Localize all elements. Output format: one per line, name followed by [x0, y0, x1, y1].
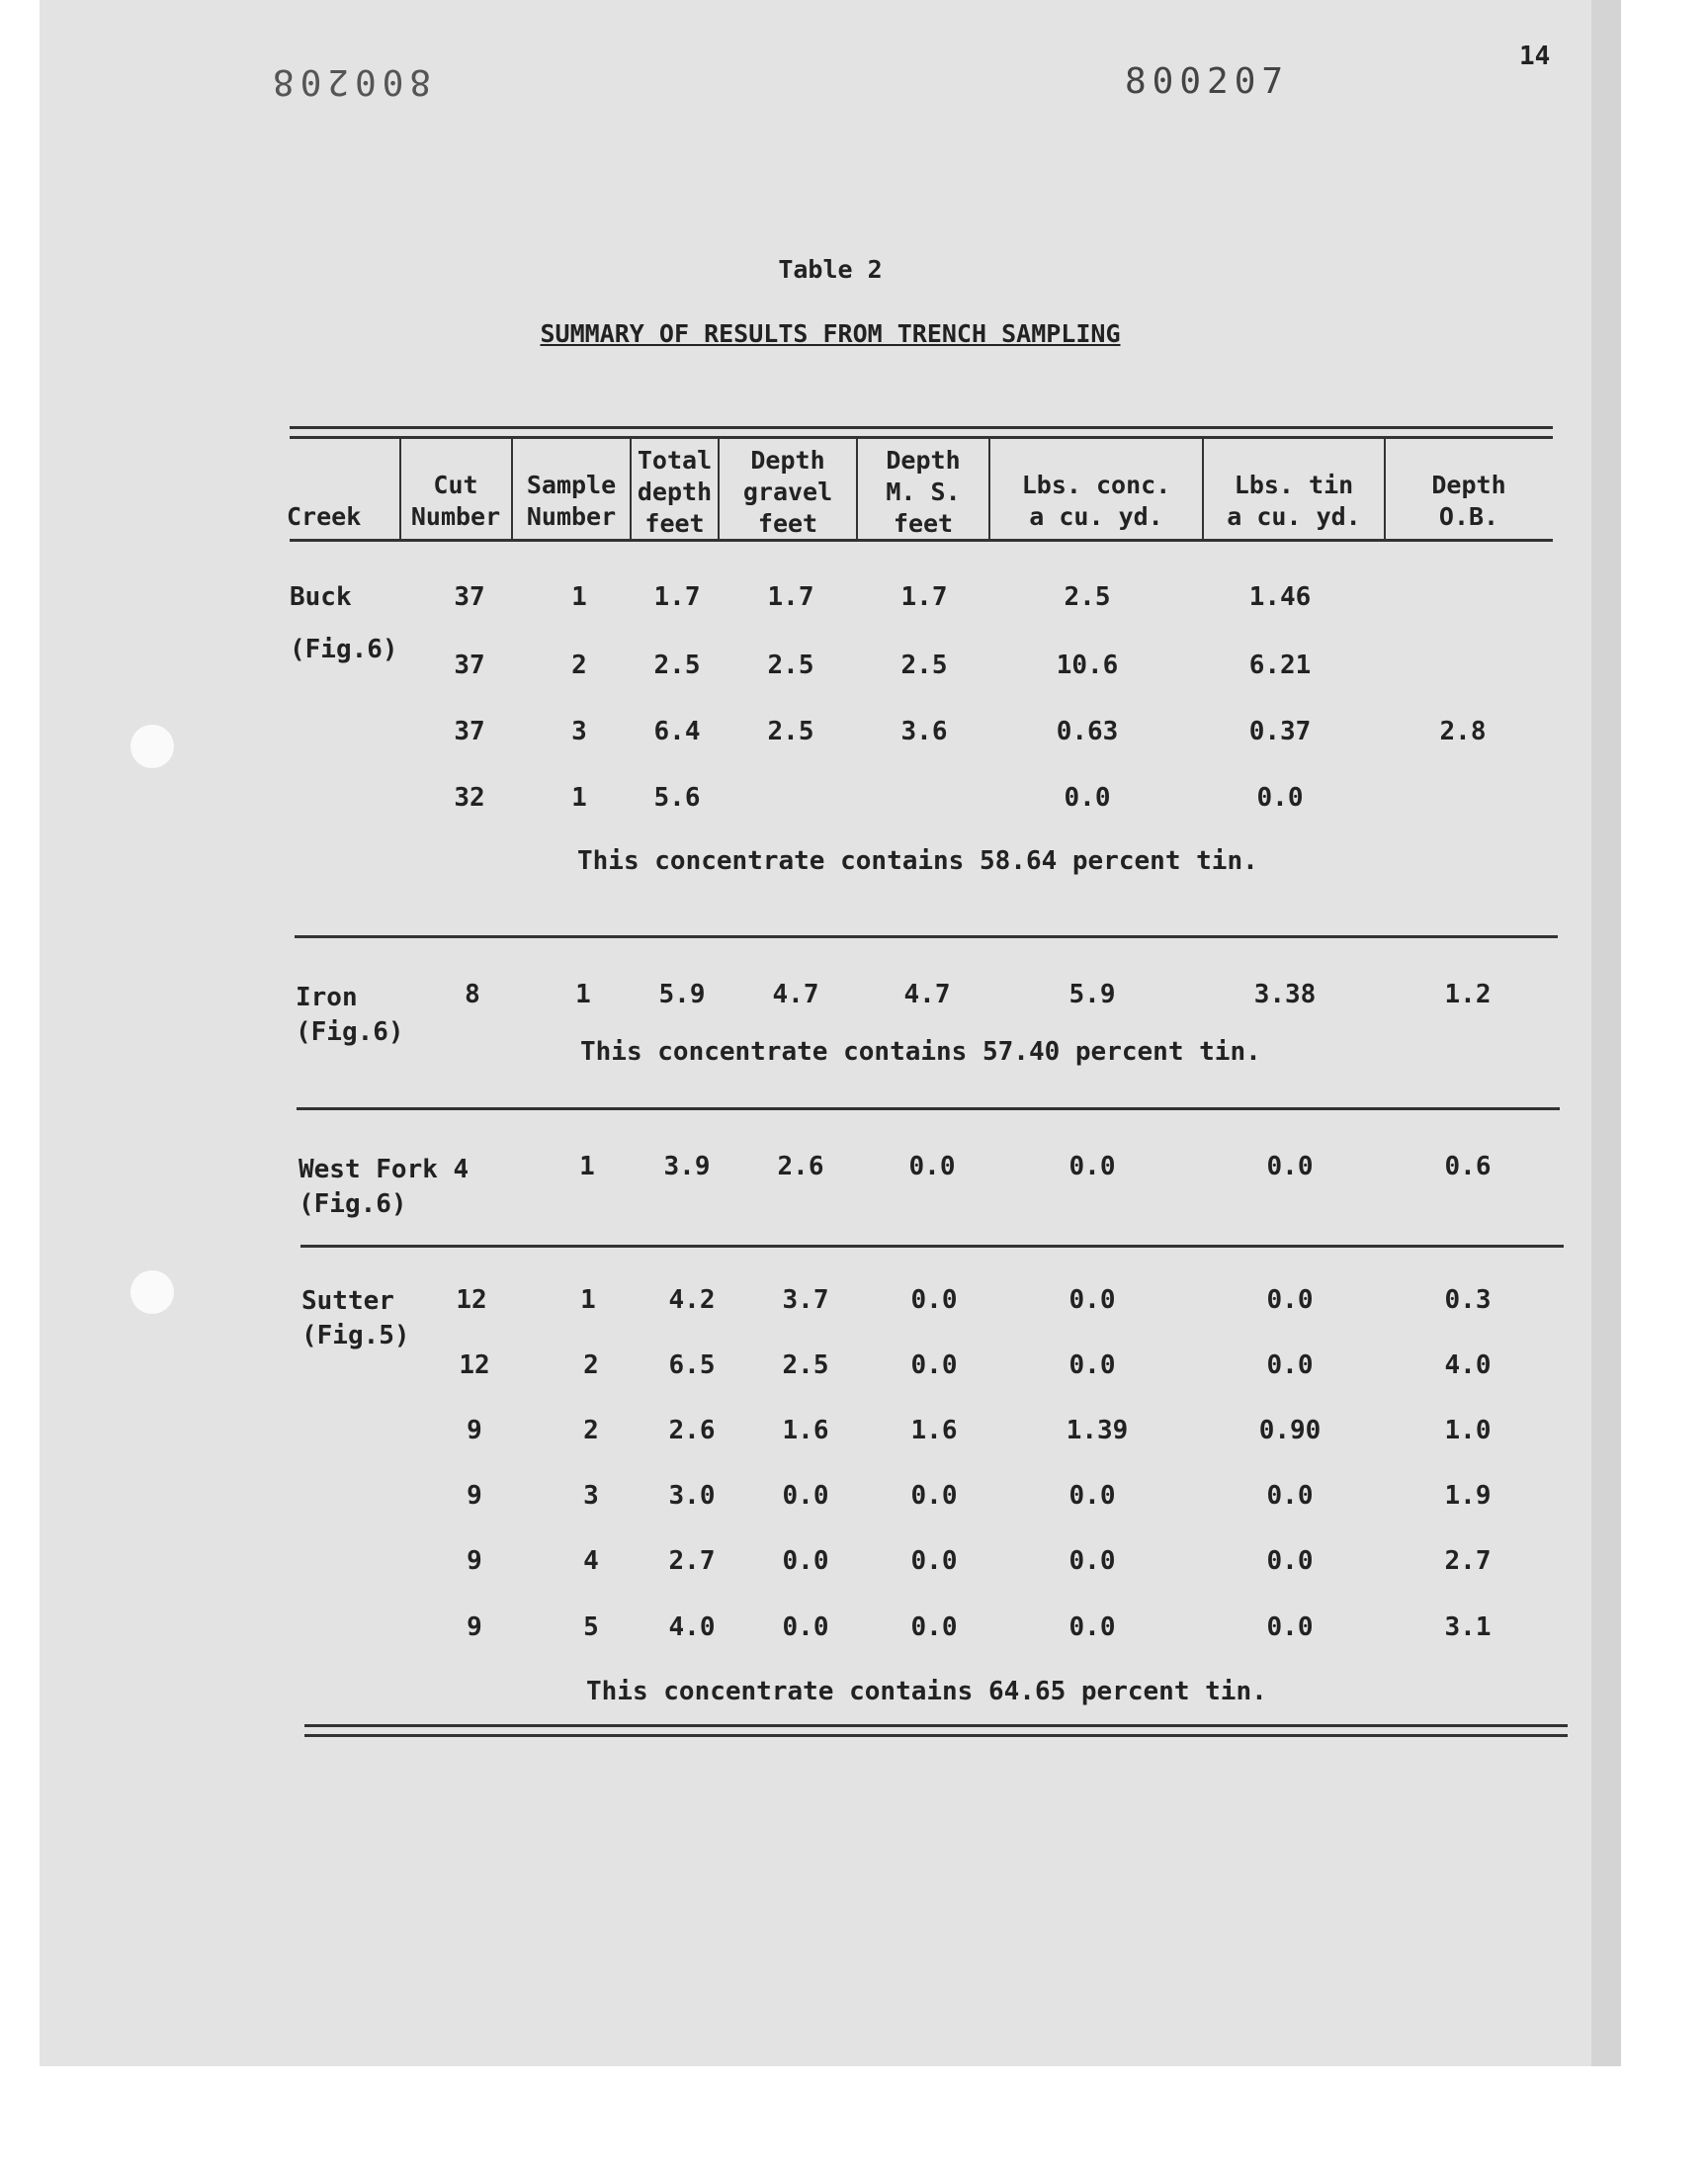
table-top-rule — [290, 436, 1553, 439]
depth-gravel-cell: 1.6 — [782, 1416, 829, 1445]
depth-ob-cell: 2.8 — [1439, 717, 1487, 746]
sample-number-cell: 1 — [575, 980, 591, 1009]
lbs-conc-cell: 5.9 — [1068, 980, 1116, 1009]
total-depth-cell: 2.6 — [668, 1416, 716, 1445]
depth-ms-cell: 2.5 — [900, 651, 948, 680]
lbs-tin-cell: 6.21 — [1248, 651, 1312, 680]
lbs-tin-cell: 0.90 — [1258, 1416, 1322, 1445]
concentrate-note: This concentrate contains 64.65 percent tin. — [586, 1677, 1267, 1706]
creek-figure-ref: (Fig.6) — [296, 1017, 404, 1047]
creek-name: Sutter — [301, 1286, 394, 1316]
header-sample-number: Sample Number — [526, 471, 617, 531]
lbs-tin-cell: 0.0 — [1266, 1612, 1314, 1642]
lbs-conc-cell: 2.5 — [1064, 582, 1111, 612]
punch-hole — [130, 725, 174, 768]
lbs-conc-cell: 0.0 — [1068, 1285, 1116, 1315]
table-subtitle: SUMMARY OF RESULTS FROM TRENCH SAMPLING — [540, 319, 1121, 348]
header-lbs-tin: Lbs. tin a cu. yd. — [1227, 471, 1361, 531]
depth-ms-cell: 0.0 — [910, 1285, 958, 1315]
depth-ms-cell: 1.6 — [910, 1416, 958, 1445]
lbs-conc-cell: 0.0 — [1068, 1152, 1116, 1181]
total-depth-cell: 6.5 — [668, 1350, 716, 1380]
cut-number-cell: 37 — [454, 651, 485, 680]
cut-number-cell: 32 — [454, 783, 485, 813]
lbs-tin-cell: 1.46 — [1248, 582, 1312, 612]
creek-figure-ref: (Fig.5) — [301, 1321, 410, 1350]
depth-ob-cell: 0.6 — [1444, 1152, 1492, 1181]
header-depth-ob: Depth O.B. — [1431, 471, 1506, 531]
header-depth-ms: Depth M. S. feet — [886, 446, 961, 538]
page-number: 14 — [1519, 42, 1551, 71]
lbs-conc-cell: 0.0 — [1064, 783, 1111, 813]
lbs-tin-cell: 0.0 — [1266, 1152, 1314, 1181]
cut-number-cell: 12 — [456, 1285, 487, 1315]
header-creek: Creek — [287, 502, 362, 531]
header-lbs-conc: Lbs. conc. a cu. yd. — [1021, 471, 1171, 531]
depth-gravel-cell: 0.0 — [782, 1612, 829, 1642]
creek-figure-ref: (Fig.6) — [299, 1189, 407, 1219]
cut-number-cell: 9 — [467, 1612, 482, 1642]
table-title: Table 2 — [778, 255, 883, 284]
depth-ob-cell: 1.9 — [1444, 1481, 1492, 1511]
lbs-tin-cell: 0.0 — [1266, 1546, 1314, 1576]
cut-number-cell: 12 — [459, 1350, 490, 1380]
depth-gravel-cell: 2.5 — [767, 717, 814, 746]
depth-ob-cell: 3.1 — [1444, 1612, 1492, 1642]
cut-number-cell: 37 — [454, 582, 485, 612]
sample-number-cell: 1 — [579, 1152, 595, 1181]
sample-number-cell: 3 — [583, 1481, 599, 1511]
concentrate-note: This concentrate contains 57.40 percent tin. — [580, 1037, 1261, 1067]
creek-name: Iron — [296, 983, 358, 1012]
lbs-conc-cell: 0.63 — [1056, 717, 1119, 746]
sample-number-cell: 4 — [583, 1546, 599, 1576]
cut-number-cell: 37 — [454, 717, 485, 746]
sample-number-cell: 1 — [571, 783, 587, 813]
sample-number-cell: 5 — [583, 1612, 599, 1642]
lbs-tin-cell: 0.0 — [1256, 783, 1304, 813]
creek-name: Buck — [290, 582, 352, 612]
depth-ms-cell: 3.6 — [900, 717, 948, 746]
table-top-rule — [290, 426, 1553, 429]
cut-number-cell: 9 — [467, 1416, 482, 1445]
lbs-tin-cell: 0.0 — [1266, 1350, 1314, 1380]
creek-figure-ref: (Fig.6) — [290, 635, 398, 664]
lbs-conc-cell: 10.6 — [1056, 651, 1119, 680]
depth-ob-cell: 0.3 — [1444, 1285, 1492, 1315]
cut-number-cell: 9 — [467, 1546, 482, 1576]
total-depth-cell: 3.0 — [668, 1481, 716, 1511]
lbs-tin-cell: 0.0 — [1266, 1285, 1314, 1315]
cut-number-cell: 8 — [465, 980, 480, 1009]
header-total-depth: Total depth feet — [637, 446, 713, 538]
lbs-conc-cell: 0.0 — [1068, 1481, 1116, 1511]
depth-ob-cell: 2.7 — [1444, 1546, 1492, 1576]
sample-number-cell: 1 — [571, 582, 587, 612]
total-depth-cell: 2.7 — [668, 1546, 716, 1576]
depth-ms-cell: 0.0 — [908, 1152, 956, 1181]
total-depth-cell: 1.7 — [653, 582, 701, 612]
header-depth-gravel: Depth gravel feet — [742, 446, 833, 538]
lbs-conc-cell: 1.39 — [1066, 1416, 1129, 1445]
total-depth-cell: 5.6 — [653, 783, 701, 813]
scanned-page — [40, 0, 1621, 2066]
lbs-conc-cell: 0.0 — [1068, 1546, 1116, 1576]
creek-name: West Fork 4 — [299, 1155, 470, 1184]
total-depth-cell: 3.9 — [663, 1152, 711, 1181]
total-depth-cell: 6.4 — [653, 717, 701, 746]
total-depth-cell: 4.0 — [668, 1612, 716, 1642]
section-rule — [297, 1107, 1560, 1110]
depth-gravel-cell: 4.7 — [772, 980, 819, 1009]
sample-number-cell: 1 — [580, 1285, 596, 1315]
total-depth-cell: 2.5 — [653, 651, 701, 680]
total-depth-cell: 5.9 — [658, 980, 706, 1009]
depth-ms-cell: 0.0 — [910, 1546, 958, 1576]
sample-number-cell: 2 — [571, 651, 587, 680]
depth-ob-cell: 1.0 — [1444, 1416, 1492, 1445]
depth-ms-cell: 0.0 — [910, 1612, 958, 1642]
sample-number-cell: 3 — [571, 717, 587, 746]
table-bottom-rule — [304, 1734, 1568, 1737]
lbs-tin-cell: 0.0 — [1266, 1481, 1314, 1511]
depth-gravel-cell: 3.7 — [782, 1285, 829, 1315]
punch-hole — [130, 1270, 174, 1314]
depth-ms-cell: 0.0 — [910, 1350, 958, 1380]
concentrate-note: This concentrate contains 58.64 percent tin. — [577, 846, 1258, 876]
lbs-tin-cell: 0.37 — [1248, 717, 1312, 746]
depth-gravel-cell: 2.6 — [777, 1152, 824, 1181]
depth-ms-cell: 4.7 — [903, 980, 951, 1009]
document-stamp-left: 800208 — [267, 61, 432, 102]
depth-gravel-cell: 2.5 — [767, 651, 814, 680]
cut-number-cell: 9 — [467, 1481, 482, 1511]
sample-number-cell: 2 — [583, 1416, 599, 1445]
header-cut-number: Cut Number — [410, 471, 501, 531]
section-rule — [295, 935, 1558, 938]
document-stamp-right: 800207 — [1125, 61, 1290, 102]
depth-ob-cell: 1.2 — [1444, 980, 1492, 1009]
depth-ms-cell: 0.0 — [910, 1481, 958, 1511]
lbs-conc-cell: 0.0 — [1068, 1612, 1116, 1642]
depth-gravel-cell: 0.0 — [782, 1481, 829, 1511]
depth-gravel-cell: 0.0 — [782, 1546, 829, 1576]
depth-gravel-cell: 2.5 — [782, 1350, 829, 1380]
depth-ob-cell: 4.0 — [1444, 1350, 1492, 1380]
depth-gravel-cell: 1.7 — [767, 582, 814, 612]
sample-number-cell: 2 — [583, 1350, 599, 1380]
lbs-tin-cell: 3.38 — [1253, 980, 1317, 1009]
section-rule — [300, 1245, 1564, 1248]
total-depth-cell: 4.2 — [668, 1285, 716, 1315]
depth-ms-cell: 1.7 — [900, 582, 948, 612]
table-bottom-rule — [304, 1724, 1568, 1727]
lbs-conc-cell: 0.0 — [1068, 1350, 1116, 1380]
